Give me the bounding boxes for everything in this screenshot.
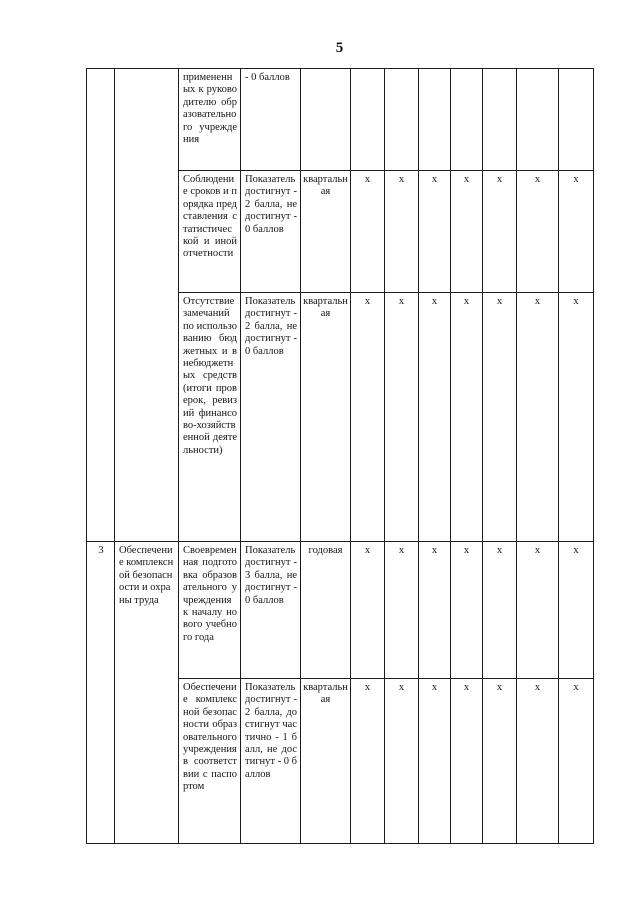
period-cell: квартальная bbox=[301, 293, 351, 542]
mark-cell: х bbox=[419, 679, 451, 844]
mark-cell: х bbox=[451, 679, 483, 844]
evaluation-cell: Показатель достигнут - 2 балла, не достигнут - 0 баллов bbox=[241, 293, 301, 542]
mark-cell: х bbox=[351, 171, 385, 293]
mark-cell: х bbox=[351, 293, 385, 542]
mark-cell: х bbox=[385, 679, 419, 844]
mark-cell: х bbox=[559, 542, 594, 679]
criterion-cell: Своевременная подготовка образовательного учреждения к началу нового учебного года bbox=[179, 542, 241, 679]
mark-cell bbox=[451, 69, 483, 171]
period-cell bbox=[301, 69, 351, 171]
criterion-cell: Отсутствие замечаний по использованию бюджетных и внебюджетных средств (итоги проверок, ревизий финансово-хозяйственной деятельности) bbox=[179, 293, 241, 542]
mark-cell: х bbox=[517, 542, 559, 679]
mark-cell: х bbox=[559, 679, 594, 844]
mark-cell: х bbox=[385, 542, 419, 679]
mark-cell bbox=[559, 69, 594, 171]
mark-cell: х bbox=[451, 171, 483, 293]
mark-cell: х bbox=[385, 293, 419, 542]
mark-cell bbox=[483, 69, 517, 171]
mark-cell: х bbox=[517, 171, 559, 293]
evaluation-cell: Показатель достигнут - 3 балла, не достигнут - 0 баллов bbox=[241, 542, 301, 679]
mark-cell: х bbox=[483, 542, 517, 679]
evaluation-cell: Показатель достигнут - 2 балла, достигнут частично - 1 балл, не достигнут - 0 баллов bbox=[241, 679, 301, 844]
mark-cell bbox=[419, 69, 451, 171]
criteria-table bbox=[86, 68, 594, 844]
mark-cell: х bbox=[385, 171, 419, 293]
mark-cell: х bbox=[451, 542, 483, 679]
criterion-cell: Обеспечение комплексной безопасности образовательного учреждения в соответствии с паспортом bbox=[179, 679, 241, 844]
mark-cell: х bbox=[419, 293, 451, 542]
section-cell: Обеспечение комплексной безопасности и охраны труда bbox=[115, 542, 179, 844]
mark-cell bbox=[517, 69, 559, 171]
mark-cell: х bbox=[559, 171, 594, 293]
table-row bbox=[87, 69, 594, 171]
mark-cell: х bbox=[351, 679, 385, 844]
mark-cell: х bbox=[351, 542, 385, 679]
evaluation-cell: Показатель достигнут - 2 балла, не достигнут - 0 баллов bbox=[241, 171, 301, 293]
page-number: 5 bbox=[335, 40, 344, 56]
mark-cell: х bbox=[517, 293, 559, 542]
mark-cell: х bbox=[559, 293, 594, 542]
mark-cell: х bbox=[451, 293, 483, 542]
period-cell: квартальная bbox=[301, 679, 351, 844]
criterion-cell: Соблюдение сроков и порядка представления статистической и иной отчетности bbox=[179, 171, 241, 293]
mark-cell bbox=[351, 69, 385, 171]
criterion-cell: примененных к руководителю образовательного учреждения bbox=[179, 69, 241, 171]
section-cell bbox=[115, 69, 179, 542]
period-cell: квартальная bbox=[301, 171, 351, 293]
mark-cell: х bbox=[483, 171, 517, 293]
row-number-cell bbox=[87, 69, 115, 542]
mark-cell bbox=[385, 69, 419, 171]
mark-cell: х bbox=[419, 171, 451, 293]
row-number-cell: 3 bbox=[87, 542, 115, 844]
mark-cell: х bbox=[483, 679, 517, 844]
mark-cell: х bbox=[483, 293, 517, 542]
mark-cell: х bbox=[419, 542, 451, 679]
evaluation-cell: - 0 баллов bbox=[241, 69, 301, 171]
table-row bbox=[87, 542, 594, 679]
mark-cell: х bbox=[517, 679, 559, 844]
period-cell: годовая bbox=[301, 542, 351, 679]
